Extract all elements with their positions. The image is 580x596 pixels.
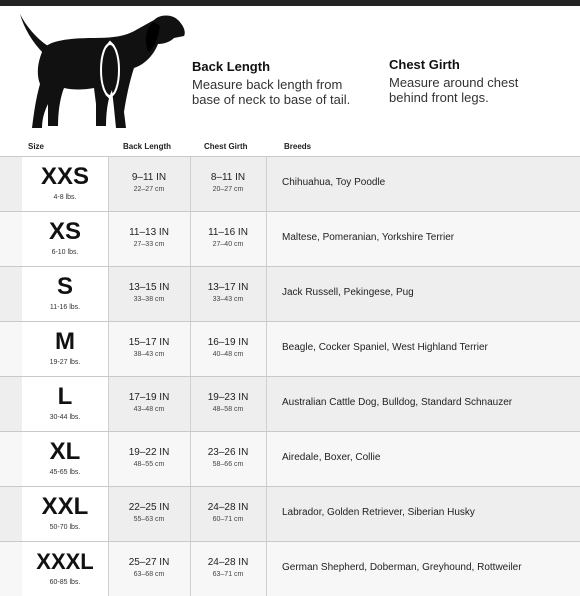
size-label: XXS xyxy=(40,163,90,190)
chest-girth-cell xyxy=(190,212,267,266)
chest-girth-cm: 58–66 cm xyxy=(212,461,244,468)
breeds-text: Maltese, Pomeranian, Yorkshire Terrier xyxy=(282,232,455,243)
back-length-cm: 48–55 cm xyxy=(133,461,165,468)
back-length-in: 17–19 IN xyxy=(128,392,170,403)
chest-girth-cell xyxy=(190,487,267,541)
size-cell xyxy=(22,377,109,431)
weight-range: 60-85 lbs. xyxy=(49,579,81,586)
back-length-in: 25–27 IN xyxy=(128,557,170,568)
back-length-desc-2: base of neck to base of tail. xyxy=(192,92,351,107)
chest-girth-in: 24–28 IN xyxy=(207,502,249,513)
breeds-cell xyxy=(266,432,544,486)
back-length-cell xyxy=(108,542,191,596)
chest-girth-in: 23–26 IN xyxy=(207,447,249,458)
breeds-text: Australian Cattle Dog, Bulldog, Standard Schnauzer xyxy=(282,397,513,408)
chest-girth-in: 11–16 IN xyxy=(208,227,248,238)
chest-girth-title: Chest Girth xyxy=(389,57,460,72)
chest-girth-cell xyxy=(190,322,267,376)
breeds-cell xyxy=(266,322,544,376)
back-length-in: 19–22 IN xyxy=(128,447,170,458)
back-length-cell xyxy=(108,157,191,211)
back-length-desc-1: Measure back length from xyxy=(192,77,343,92)
size-label: XXL xyxy=(41,493,89,520)
chest-girth-cell xyxy=(190,267,267,321)
breeds-text: Jack Russell, Pekingese, Pug xyxy=(282,287,414,298)
back-length-cell xyxy=(108,377,191,431)
size-cell xyxy=(22,432,109,486)
table-row xyxy=(0,266,580,321)
table-row xyxy=(0,211,580,266)
size-cell xyxy=(22,212,109,266)
size-label: XXXL xyxy=(36,549,94,574)
weight-range: 4-8 lbs. xyxy=(53,194,77,201)
chest-girth-desc-1: Measure around chest xyxy=(389,75,519,90)
table-row xyxy=(0,376,580,431)
back-length-in: 15–17 IN xyxy=(128,337,170,348)
chest-girth-cell xyxy=(190,432,267,486)
back-length-in: 13–15 IN xyxy=(128,282,170,293)
top-border xyxy=(0,0,580,6)
back-length-in: 11–13 IN xyxy=(129,227,169,238)
weight-range: 19-27 lbs. xyxy=(49,359,81,366)
breeds-text: Chihuahua, Toy Poodle xyxy=(282,177,386,188)
chest-girth-cm: 63–71 cm xyxy=(212,571,244,578)
size-cell xyxy=(22,487,109,541)
chest-girth-cell xyxy=(190,542,267,596)
breeds-text: Airedale, Boxer, Collie xyxy=(282,452,381,463)
back-length-in: 9–11 IN xyxy=(131,172,167,183)
chest-girth-cm: 40–48 cm xyxy=(212,351,244,358)
chest-girth-cm: 27–40 cm xyxy=(212,241,244,248)
breeds-cell xyxy=(266,487,544,541)
chest-girth-info xyxy=(389,57,579,105)
chest-girth-cm: 33–43 cm xyxy=(212,296,244,303)
back-length-cm: 63–68 cm xyxy=(133,571,165,578)
weight-range: 11-16 lbs. xyxy=(49,304,81,311)
header-size: Size xyxy=(28,142,45,151)
breeds-cell xyxy=(266,377,544,431)
header-breeds: Breeds xyxy=(284,142,312,151)
table-row xyxy=(0,431,580,486)
size-cell xyxy=(22,542,109,596)
back-length-title: Back Length xyxy=(192,59,271,74)
weight-range: 50-70 lbs. xyxy=(49,524,81,531)
chest-girth-in: 8–11 IN xyxy=(210,172,246,183)
size-cell xyxy=(22,267,109,321)
chest-girth-in: 13–17 IN xyxy=(207,282,249,293)
back-length-cell xyxy=(108,267,191,321)
table-row xyxy=(0,156,580,211)
table-row xyxy=(0,541,580,596)
table-row xyxy=(0,321,580,376)
back-length-cell xyxy=(108,487,191,541)
dog-silhouette-icon xyxy=(14,8,190,136)
breeds-cell xyxy=(266,542,544,596)
chest-girth-cell xyxy=(190,377,267,431)
chest-girth-in: 24–28 IN xyxy=(207,557,249,568)
back-length-arrow-icon xyxy=(54,22,106,36)
breeds-text: German Shepherd, Doberman, Greyhound, Rottweiler xyxy=(282,562,522,573)
chest-girth-cm: 20–27 cm xyxy=(212,186,244,193)
chest-girth-cell xyxy=(190,157,267,211)
size-label: S xyxy=(56,273,73,300)
size-label: XL xyxy=(49,438,81,465)
chest-girth-desc-2: behind front legs. xyxy=(389,90,489,105)
back-length-cm: 27–33 cm xyxy=(133,241,165,248)
weight-range: 6-10 lbs. xyxy=(51,249,79,256)
back-length-cm: 22–27 cm xyxy=(133,186,165,193)
breeds-text: Beagle, Cocker Spaniel, West Highland Terrier xyxy=(282,342,488,353)
back-length-cm: 43–48 cm xyxy=(133,406,165,413)
weight-range: 30-44 lbs. xyxy=(49,414,81,421)
chest-girth-cm: 60–71 cm xyxy=(212,516,244,523)
back-length-info xyxy=(192,59,384,107)
size-label: L xyxy=(57,383,73,410)
weight-range: 45-65 lbs. xyxy=(49,469,81,476)
chest-girth-in: 16–19 IN xyxy=(207,337,249,348)
size-table xyxy=(0,156,580,596)
back-length-cell xyxy=(108,322,191,376)
chest-girth-in: 19–23 IN xyxy=(207,392,249,403)
breeds-cell xyxy=(266,157,544,211)
table-row xyxy=(0,486,580,541)
back-length-cell xyxy=(108,212,191,266)
size-label: XS xyxy=(48,218,81,245)
header-chest-girth: Chest Girth xyxy=(204,142,248,151)
back-length-cm: 55–63 cm xyxy=(133,516,165,523)
back-length-cell xyxy=(108,432,191,486)
breeds-text: Labrador, Golden Retriever, Siberian Husky xyxy=(282,507,475,518)
back-length-cm: 38–43 cm xyxy=(133,351,165,358)
breeds-cell xyxy=(266,212,544,266)
back-length-cm: 33–38 cm xyxy=(133,296,165,303)
chest-girth-cm: 48–58 cm xyxy=(212,406,244,413)
header-back-length: Back Length xyxy=(123,142,172,151)
size-label: M xyxy=(55,328,75,355)
breeds-cell xyxy=(266,267,544,321)
size-cell xyxy=(22,157,109,211)
back-length-in: 22–25 IN xyxy=(128,502,170,513)
size-cell xyxy=(22,322,109,376)
